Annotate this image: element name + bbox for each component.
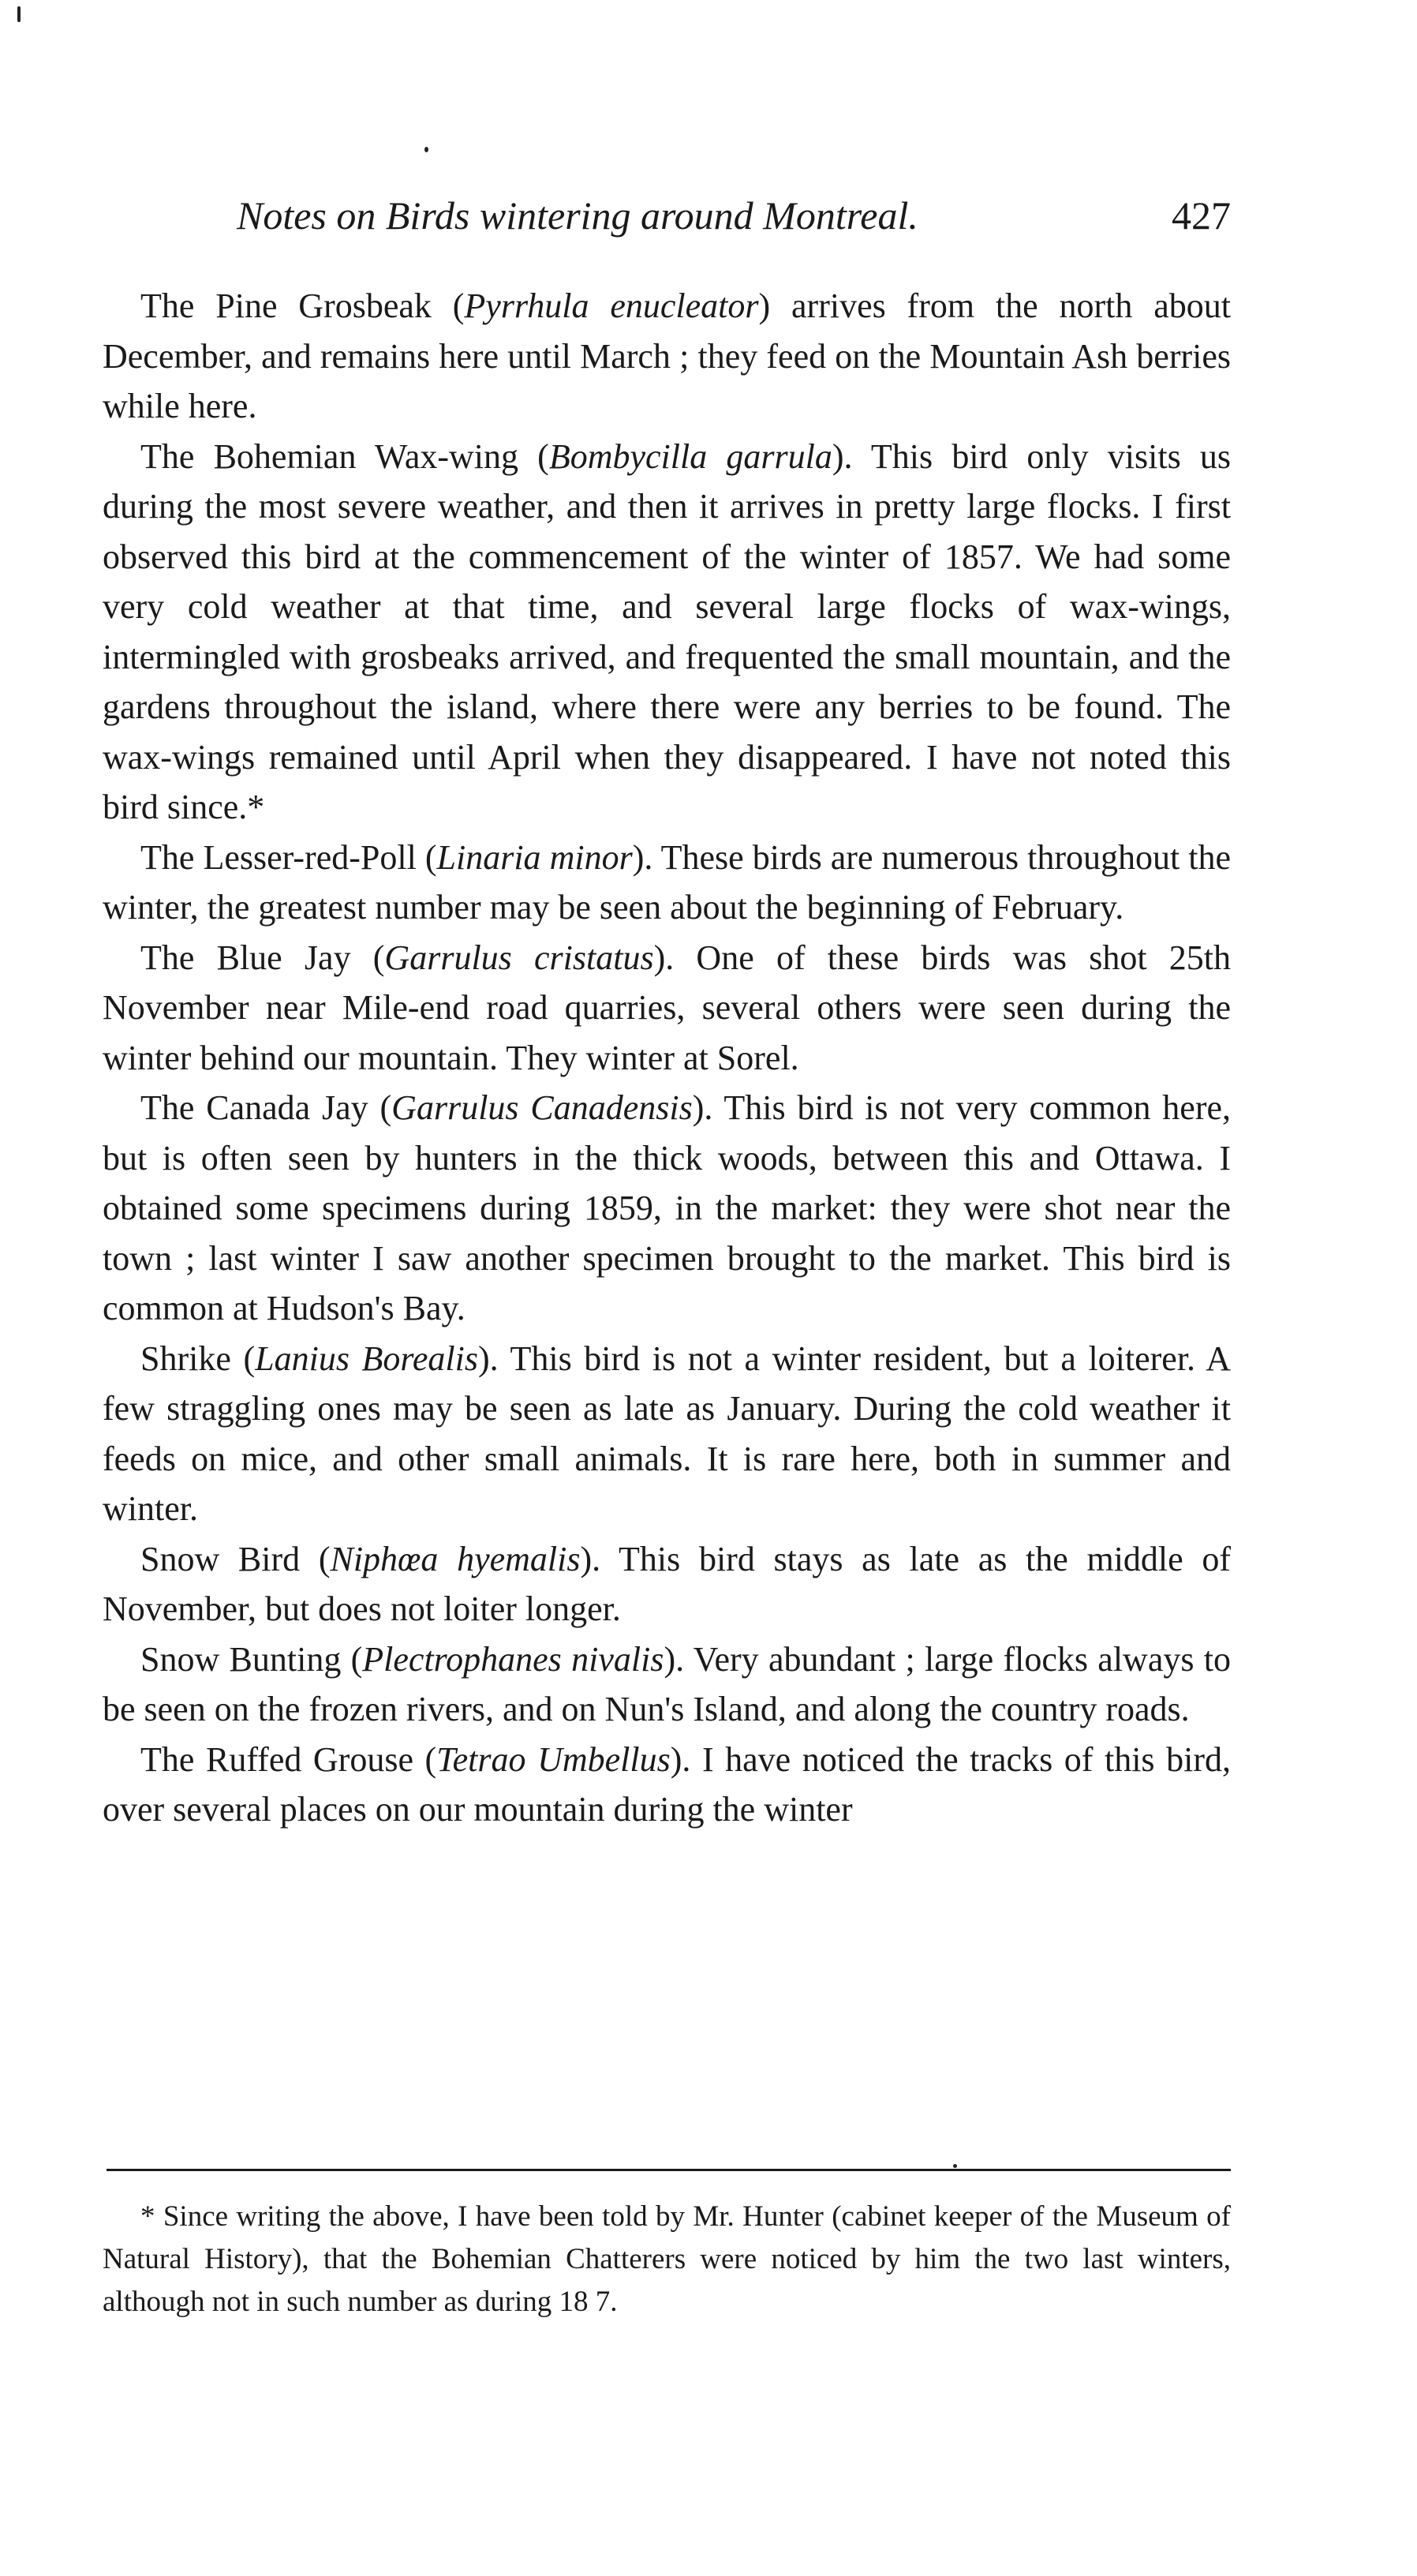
running-title: Notes on Birds wintering around Montreal. — [237, 193, 918, 238]
print-speck — [424, 147, 428, 152]
species-name: Plectrophanes nivalis — [362, 1639, 664, 1679]
text-run: ). I have noticed the tracks of this bird, over several places on our mountain during the winter — [103, 1739, 1231, 1829]
print-speck — [953, 2164, 957, 2168]
species-name: Lanius Borealis — [255, 1339, 479, 1378]
paragraph-blue-jay — [103, 933, 1231, 1084]
paragraph-snow-bird — [103, 1534, 1231, 1634]
text-run: ). This bird stays as late as the middle of November, but does not loiter longer. — [103, 1539, 1231, 1628]
species-name: Garrulus Canadensis — [391, 1088, 693, 1127]
species-name: Tetrao Umbellus — [436, 1739, 671, 1779]
paragraph-shrike — [103, 1334, 1231, 1534]
text-run: ). One of these birds was shot 25th November near Mile-end road quarries, several others were seen during the winter behind our mountain. They winter at Sorel. — [103, 938, 1232, 1077]
paragraph-lesser-redpoll — [103, 833, 1231, 933]
species-name: Linaria minor — [436, 837, 633, 877]
text-run: ). These birds are numerous throughout the winter, the greatest number may be seen about the beginning of February. — [103, 837, 1232, 927]
text-run: ) arrives from the north about December, and remains here until March ; they feed on the Mountain Ash berries while here. — [103, 286, 1231, 425]
species-name: Garrulus cristatus — [384, 938, 654, 977]
text-run: The Pine Grosbeak ( — [140, 286, 465, 325]
footnote-divider — [107, 2169, 1231, 2171]
paragraph-ruffed-grouse — [103, 1735, 1231, 1835]
text-run: The Blue Jay ( — [140, 938, 385, 977]
print-speck — [17, 6, 21, 22]
text-run: ). This bird is not very common here, but is often seen by hunters in the thick woods, between this and Ottawa. I obtained some specimens during 1859, in the market: they were shot near the town ; last winter I saw another specimen brought to the market. This bird is common at Hudson's Bay. — [103, 1088, 1232, 1327]
paragraph-bohemian-waxwing — [103, 432, 1231, 833]
paragraph-canada-jay — [103, 1083, 1231, 1334]
paragraph-snow-bunting — [103, 1634, 1231, 1735]
page-number: 427 — [1172, 193, 1231, 238]
species-name: Pyrrhula enucleator — [464, 286, 759, 325]
species-name: Bombycilla garrula — [548, 436, 832, 476]
running-header — [237, 188, 1231, 243]
text-run: Snow Bunting ( — [140, 1639, 363, 1679]
text-run: Shrike ( — [140, 1339, 256, 1378]
text-run: Snow Bird ( — [140, 1539, 331, 1578]
footnote-section — [103, 2196, 1231, 2323]
text-run: ). Very abundant ; large flocks always to be seen on the frozen rivers, and on Nun's Island, and along the country roads. — [103, 1639, 1231, 1728]
text-run: The Ruffed Grouse ( — [140, 1739, 437, 1779]
text-run: The Lesser-red-Poll ( — [140, 837, 437, 877]
text-run: ). This bird is not a winter resident, but a loiterer. A few straggling ones may be seen as late as January. During the cold weather it feeds on mice, and other small animals. It is rare here, both in summer and winter. — [103, 1339, 1231, 1528]
text-run: The Canada Jay ( — [140, 1088, 392, 1127]
text-run: ). This bird only visits us during the most severe weather, and then it arrives in pretty large flocks. I first observed this bird at the commencement of the winter of 1857. We had some very cold weather at that time, and several large flocks of wax-wings, intermingled with grosbeaks arrived, and frequented the small mountain, and the gardens throughout the island, where there were any berries to be found. The wax-wings remained until April when they disappeared. I have not noted this bird since.* — [103, 436, 1232, 826]
paragraph-pine-grosbeak — [103, 281, 1231, 432]
text-run: The Bohemian Wax-wing ( — [140, 436, 549, 476]
species-name: Niphœa hyemalis — [330, 1539, 581, 1578]
body-text — [103, 281, 1231, 1835]
footnote-text: * Since writing the above, I have been told by Mr. Hunter (cabinet keeper of the Museum of Natural History), that the Bohemian Chatterers were noticed by him the two last winters, although not in such number as during 18 7. — [103, 2200, 1231, 2318]
